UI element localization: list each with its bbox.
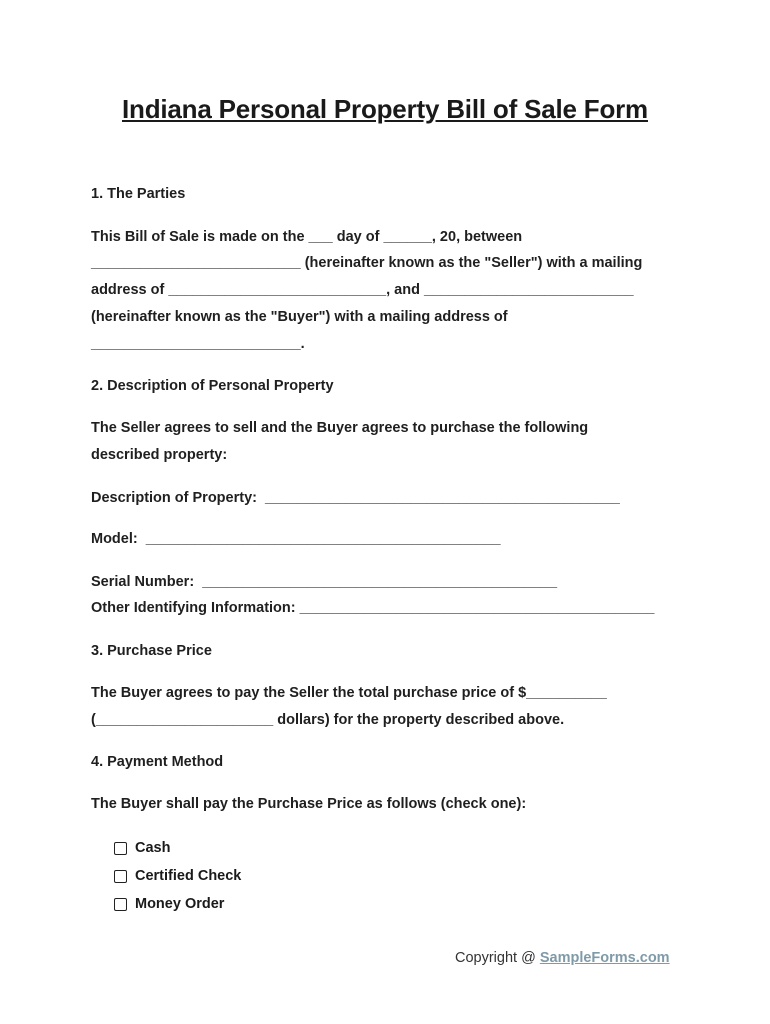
parties-line-2: __________________________ (hereinafter known as the "Seller") with a mailing xyxy=(91,255,643,271)
section-heading-parties: 1. The Parties xyxy=(91,186,186,202)
payment-option-money-order[interactable] xyxy=(114,896,224,912)
parties-line-5: __________________________. xyxy=(91,336,305,352)
section-heading-price: 3. Purchase Price xyxy=(91,643,212,659)
brand-link[interactable]: SampleForms.com xyxy=(539,950,670,966)
section-heading-description: 2. Description of Personal Property xyxy=(91,378,334,394)
checkbox[interactable] xyxy=(114,842,127,855)
payment-option-cash[interactable] xyxy=(114,840,170,856)
footer-copyright xyxy=(455,950,670,966)
payment-option-label: Cash xyxy=(135,840,171,856)
description-of-property-field[interactable]: Description of Property: ____________________________________________ xyxy=(91,490,620,506)
description-line-1: The Seller agrees to sell and the Buyer agrees to purchase the following xyxy=(91,420,589,436)
parties-line-1: This Bill of Sale is made on the ___ day of ______, 20, between xyxy=(91,229,523,245)
parties-line-3: address of ___________________________, and __________________________ xyxy=(91,282,634,298)
payment-option-label: Certified Check xyxy=(135,868,242,884)
section-heading-payment: 4. Payment Method xyxy=(91,754,224,770)
description-line-2: described property: xyxy=(91,447,228,463)
payment-option-label: Money Order xyxy=(135,896,225,912)
price-line-2: (______________________ dollars) for the property described above. xyxy=(91,712,565,728)
serial-number-field[interactable]: Serial Number: ____________________________________________ xyxy=(91,574,558,590)
parties-line-4: (hereinafter known as the "Buyer") with a mailing address of xyxy=(91,309,508,325)
checkbox[interactable] xyxy=(114,870,127,883)
copyright-prefix: Copyright @ xyxy=(455,950,540,966)
price-line-1: The Buyer agrees to pay the Seller the total purchase price of $__________ xyxy=(91,685,607,701)
payment-option-certified-check[interactable] xyxy=(114,868,241,884)
checkbox[interactable] xyxy=(114,898,127,911)
model-field[interactable]: Model: ____________________________________________ xyxy=(91,531,501,547)
payment-instruction: The Buyer shall pay the Purchase Price as follows (check one): xyxy=(91,796,527,812)
other-identifying-info-field[interactable]: Other Identifying Information: ____________________________________________ xyxy=(91,600,655,616)
document-title: Indiana Personal Property Bill of Sale Form xyxy=(122,94,648,124)
